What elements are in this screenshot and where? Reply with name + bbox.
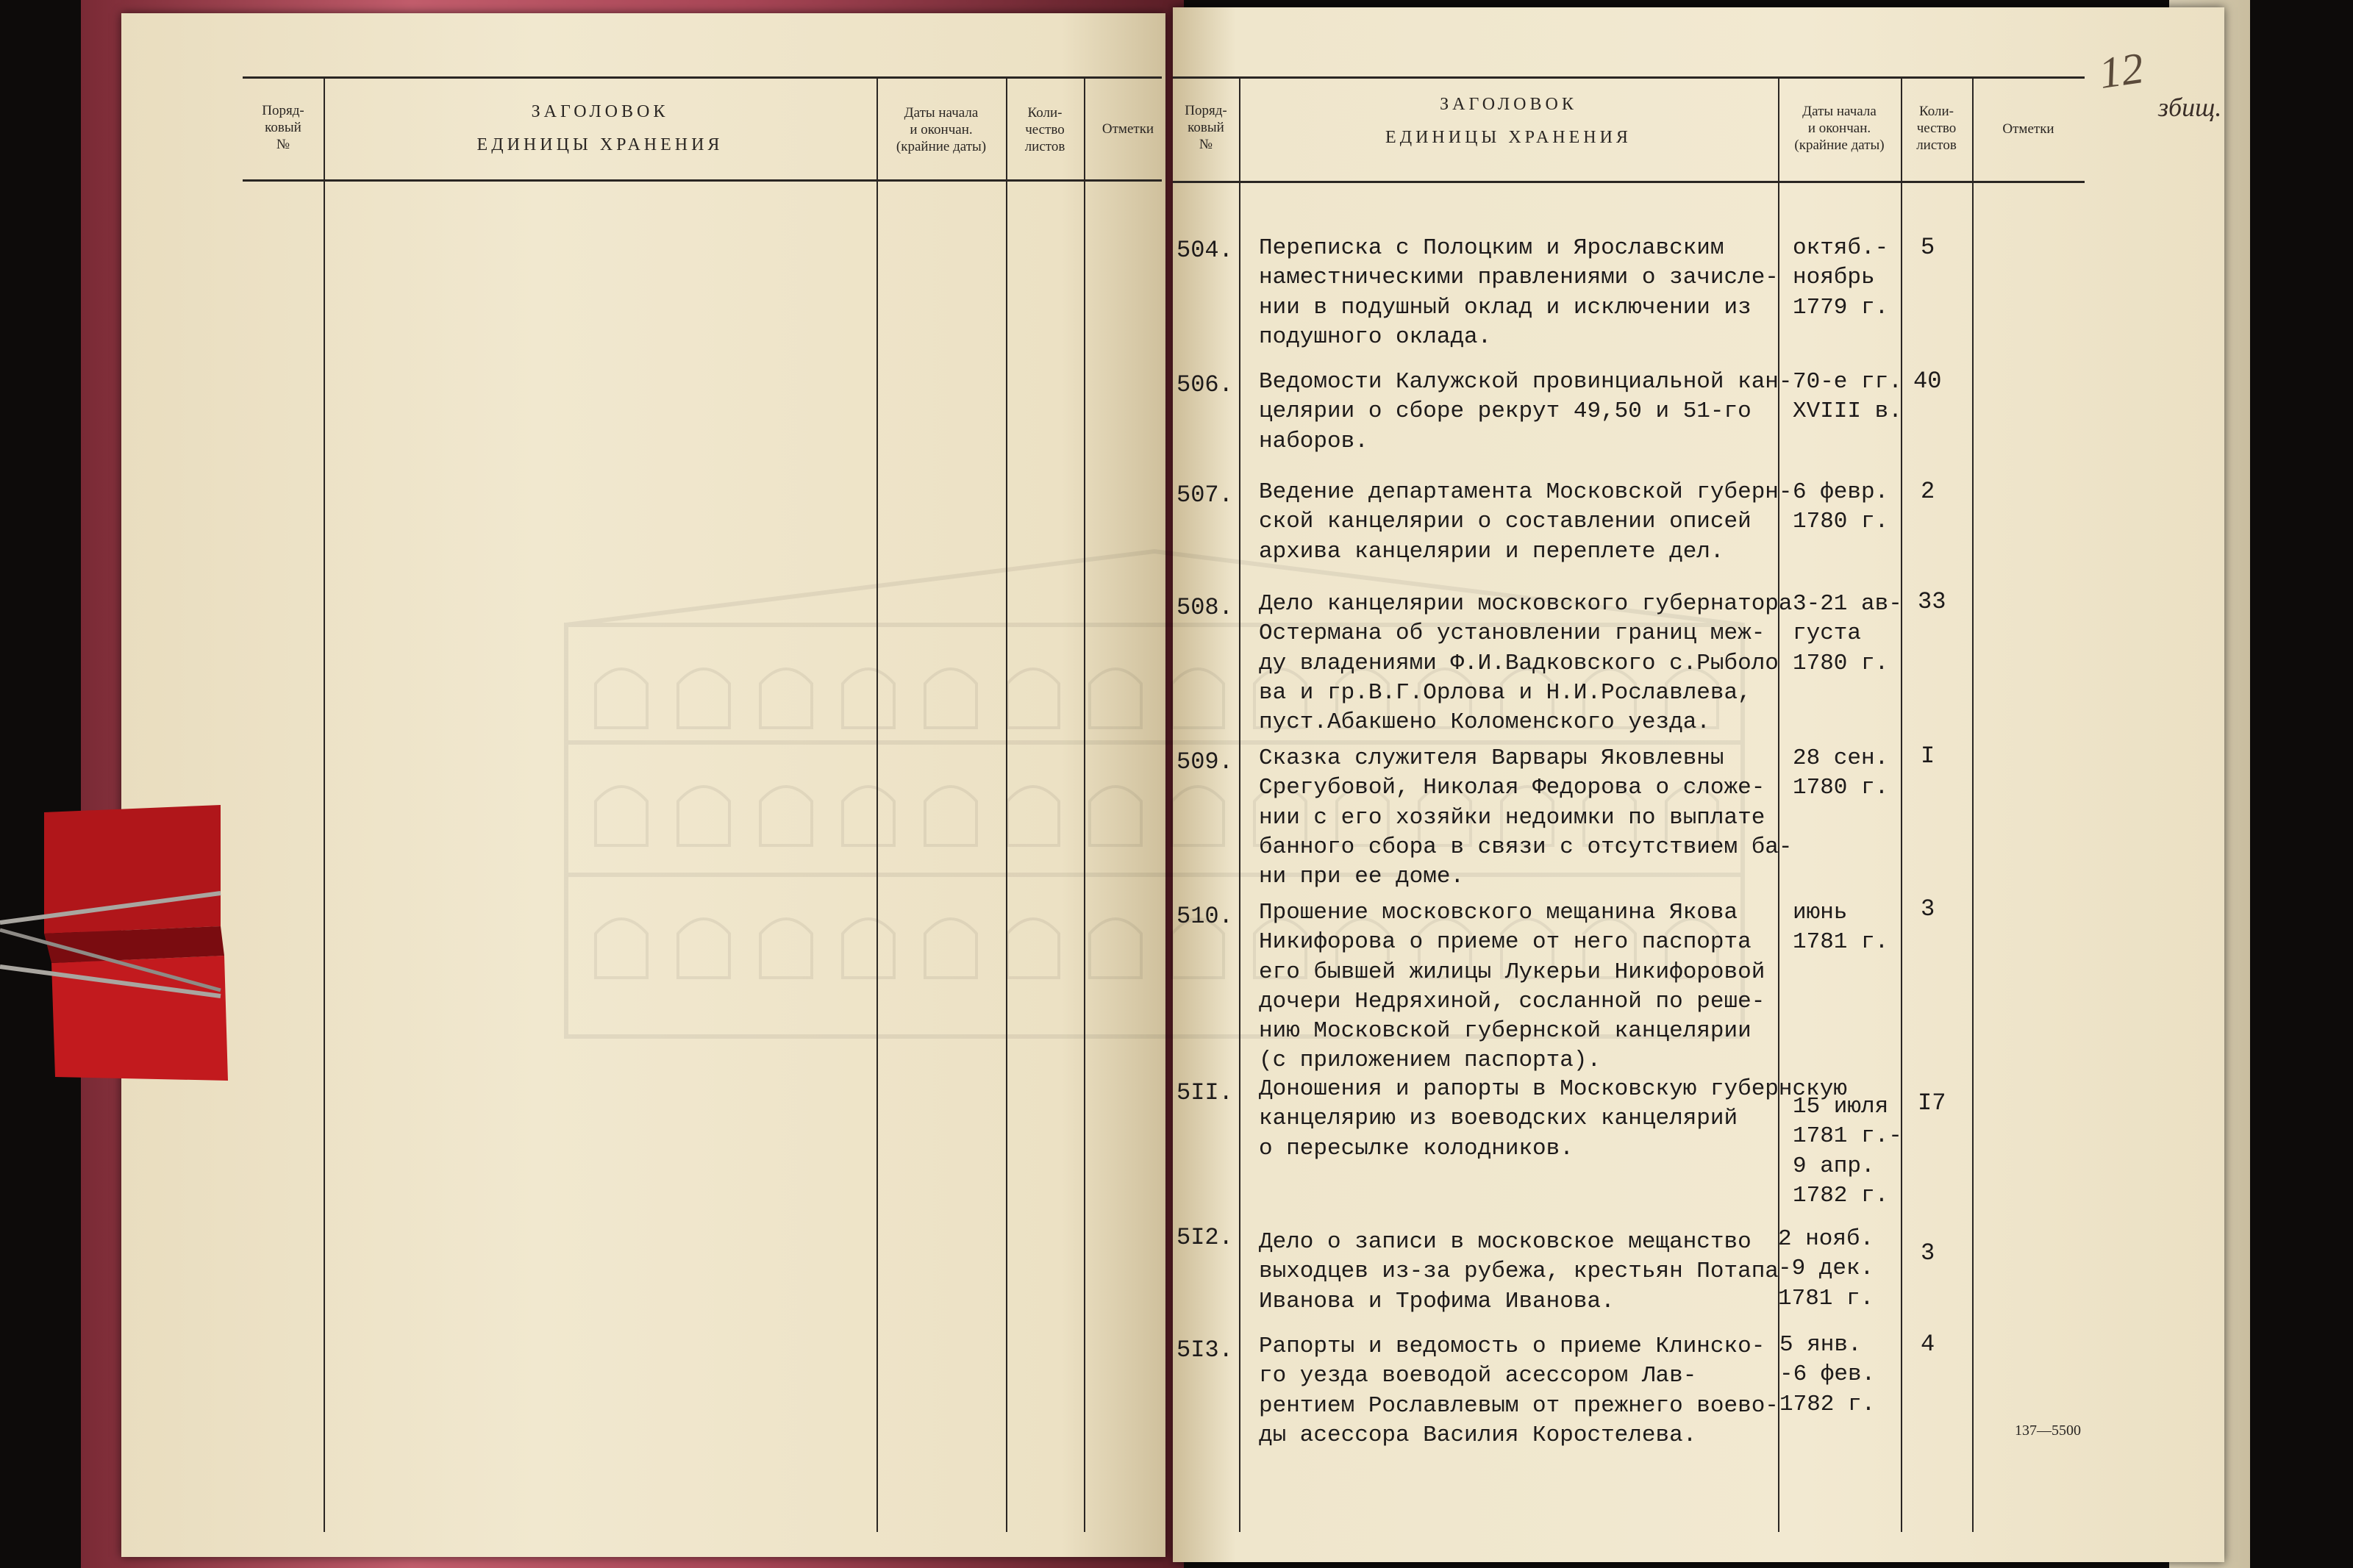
left-header-notes: Отметки <box>1101 121 1154 137</box>
right-header-title-2: ЕДИНИЦЫ ХРАНЕНИЯ <box>1385 128 1632 147</box>
page-number: 12 <box>2096 43 2147 98</box>
entry-title: Прошение московского мещанина Якова Никифорова о приеме от него паспорта его бывшей жилицы Лукерьи Никифоровой дочери Недряхиной, сосланной по реше- нию Московской губернской канцелярии (с приложением паспорта). <box>1259 900 1765 1074</box>
entry-sheets: 33 <box>1918 588 1946 615</box>
entry-sheets: 2 <box>1921 478 1935 505</box>
entry-dates: октяб.- ноябрь 1779 г. <box>1793 235 1889 321</box>
entry-sheets: 5 <box>1921 234 1935 261</box>
left-header-sheet-count: Коли- чество листов <box>1024 105 1065 154</box>
entry-dates: 28 сен. 1780 г. <box>1793 745 1889 801</box>
entry-sheets: 4 <box>1921 1331 1935 1358</box>
right-header-notes: Отметки <box>2002 121 2054 137</box>
entry-number: 508. <box>1176 594 1233 621</box>
entry-dates: 15 июля 1781 г.- 9 апр. 1782 г. <box>1793 1094 1902 1209</box>
right-header-sheet-count: Коли- чество листов <box>1916 104 1957 153</box>
entry-title: Ведение департамента Московской губерн- ской канцелярии о составлении описей архива канцелярии и переплете дел. <box>1259 479 1793 565</box>
entry-number: 5II. <box>1176 1079 1233 1106</box>
binder-clip-icon <box>0 798 243 1092</box>
entry-sheets: I <box>1921 742 1935 770</box>
left-col-divider-4 <box>1084 76 1085 1532</box>
entry-dates: 6 февр. 1780 г. <box>1793 479 1889 535</box>
entry-title: Ведомости Калужской провинциальной кан- целярии о сборе рекрут 49,50 и 51-го наборов. <box>1259 369 1793 454</box>
entry-number: 5I2. <box>1176 1224 1233 1251</box>
left-header-dates: Даты начала и окончан. (крайние даты) <box>896 105 987 154</box>
left-header-order-no: Поряд- ковый № <box>262 103 304 152</box>
entry-dates: 2 нояб. -9 дек. 1781 г. <box>1778 1226 1874 1311</box>
left-col-divider-2 <box>876 76 878 1532</box>
left-header-top-rule <box>243 76 1162 79</box>
entry-number: 504. <box>1176 237 1233 264</box>
entry-sheets: 3 <box>1921 1239 1935 1267</box>
entry-sheets: 3 <box>1921 895 1935 923</box>
entry-dates: июнь 1781 г. <box>1793 900 1889 956</box>
form-code: 137—5500 <box>2015 1422 2081 1439</box>
entry-sheets: 40 <box>1913 368 1942 395</box>
entry-title: Дело канцелярии московского губернатора Остермана об установлении границ меж- ду владениями Ф.И.Вадковского с.Рыболо ва и гр.В.Г.Орлова и Н.И.Рославлева, пуст.Абакшено Коломенского уезда. <box>1259 591 1793 736</box>
entry-title: Сказка служителя Варвары Яковлевны Срегубовой, Николая Федорова о сложе- нии с его хозяйки недоимки по выплате банного сбора в связи с отсутствием ба- ни при ее доме. <box>1259 745 1793 890</box>
entry-title: Рапорты и ведомость о приеме Клинско- го уезда воеводой асессором Лав- рентием Рославлевым от прежнего воево- ды асессора Василия Коростелева. <box>1259 1333 1779 1448</box>
margin-note: збищ. <box>2158 93 2222 122</box>
entry-dates: 3-21 ав- густа 1780 г. <box>1793 591 1902 676</box>
entry-number: 510. <box>1176 903 1233 930</box>
right-header-top-rule <box>1173 76 2085 79</box>
left-col-divider-3 <box>1006 76 1007 1532</box>
left-col-divider-1 <box>324 76 325 1532</box>
entry-number: 509. <box>1176 748 1233 776</box>
entry-dates: 5 янв. -6 фев. 1782 г. <box>1779 1332 1876 1417</box>
right-header-bottom-rule <box>1173 181 2085 183</box>
entry-number: 5I3. <box>1176 1336 1233 1364</box>
left-header-title-2: ЕДИНИЦЫ ХРАНЕНИЯ <box>476 135 724 154</box>
entry-title: Доношения и рапорты в Московскую губернскую канцелярию из воеводских канцелярий о пересылке колодников. <box>1259 1076 1847 1161</box>
entry-sheets: I7 <box>1918 1089 1946 1117</box>
right-header-order-no: Поряд- ковый № <box>1185 103 1227 152</box>
right-col-divider-3 <box>1901 76 1902 1532</box>
entry-dates: 70-е гг. XVIII в. <box>1793 369 1902 425</box>
right-header-dates: Даты начала и окончан. (крайние даты) <box>1794 104 1885 153</box>
entry-title: Дело о записи в московское мещанство выходцев из-за рубежа, крестьян Потапа Иванова и Трофима Иванова. <box>1259 1229 1779 1314</box>
entry-number: 507. <box>1176 482 1233 509</box>
entry-title: Переписка с Полоцким и Ярославским наместническими правлениями о зачисле- нии в подушный оклад и исключении из подушного оклада. <box>1259 235 1779 350</box>
entry-number: 506. <box>1176 371 1233 398</box>
right-col-divider-4 <box>1972 76 1974 1532</box>
right-header-title-1: ЗАГОЛОВОК <box>1440 95 1577 114</box>
left-header-bottom-rule <box>243 179 1162 182</box>
right-col-divider-1 <box>1239 76 1240 1532</box>
left-header-title-1: ЗАГОЛОВОК <box>531 102 669 121</box>
